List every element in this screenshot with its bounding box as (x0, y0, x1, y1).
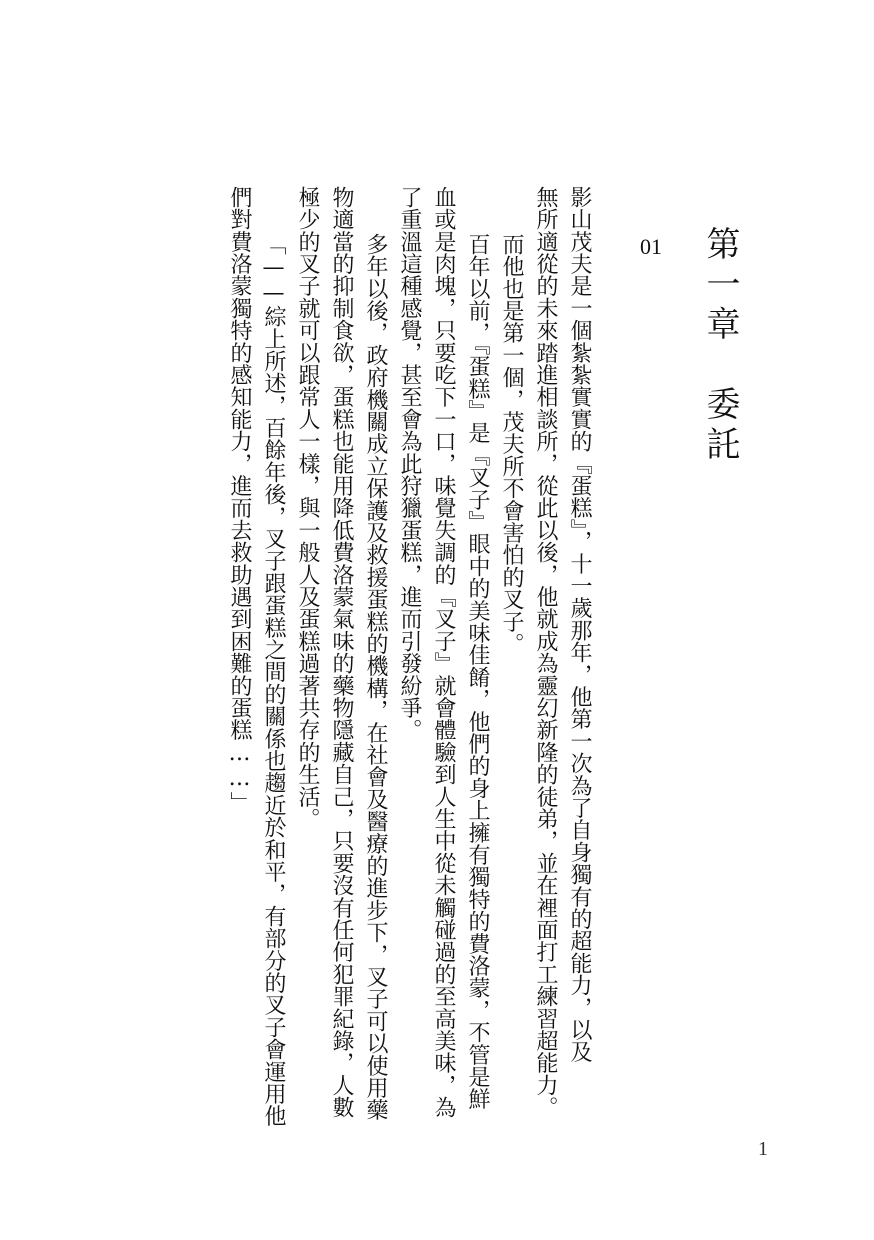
body-line-6: 了重溫這種感覺，甚至會為此狩獵蛋糕，進而引發紛爭。 (397, 186, 422, 741)
body-line-9: 極少的叉子就可以跟常人一樣，與一般人及蛋糕過著共存的生活。 (295, 186, 320, 830)
body-line-2: 無所適從的未來踏進相談所，從此以後，他就成為靈幻新隆的徒弟，並在裡面打工練習超能力。 (533, 186, 558, 1119)
page-number: 1 (758, 1138, 768, 1160)
body-line-8: 物適當的抑制食欲，蛋糕也能用降低費洛蒙氣味的藥物隱藏自己，只要沒有任何犯罪紀錄，人數 (329, 186, 354, 1119)
body-line-10: 「——綜上所述，百餘年後，叉子跟蛋糕之間的關係也趨近於和平，有部分的叉子會運用他 (261, 233, 286, 1127)
body-line-3: 而他也是第一個，茂夫所不會害怕的叉子。 (499, 233, 524, 655)
chapter-title: 第一章 委託 (700, 226, 740, 466)
body-line-7: 多年以後，政府機關成立保護及救援蛋糕的機構，在社會及醫療的進步下，叉子可以使用藥 (363, 233, 388, 1121)
body-line-11: 們對費洛蒙獨特的感知能力，進而去救助遇到困難的蛋糕……」 (227, 186, 252, 814)
body-line-5: 血或是肉塊，只要吃下一口，味覺失調的『叉子』就會體驗到人生中從未觸碰過的至高美味，為 (431, 186, 456, 1119)
body-line-4: 百年以前，『蛋糕』是『叉子』眼中的美味佳餚，他們的身上擁有獨特的費洛蒙，不管是鮮 (465, 233, 490, 1110)
section-number: 01 (640, 234, 662, 259)
body-line-1: 影山茂夫是一個紮紮實實的『蛋糕』，十一歲那年，他第一次為了自身獨有的超能力，以及 (567, 186, 592, 1063)
